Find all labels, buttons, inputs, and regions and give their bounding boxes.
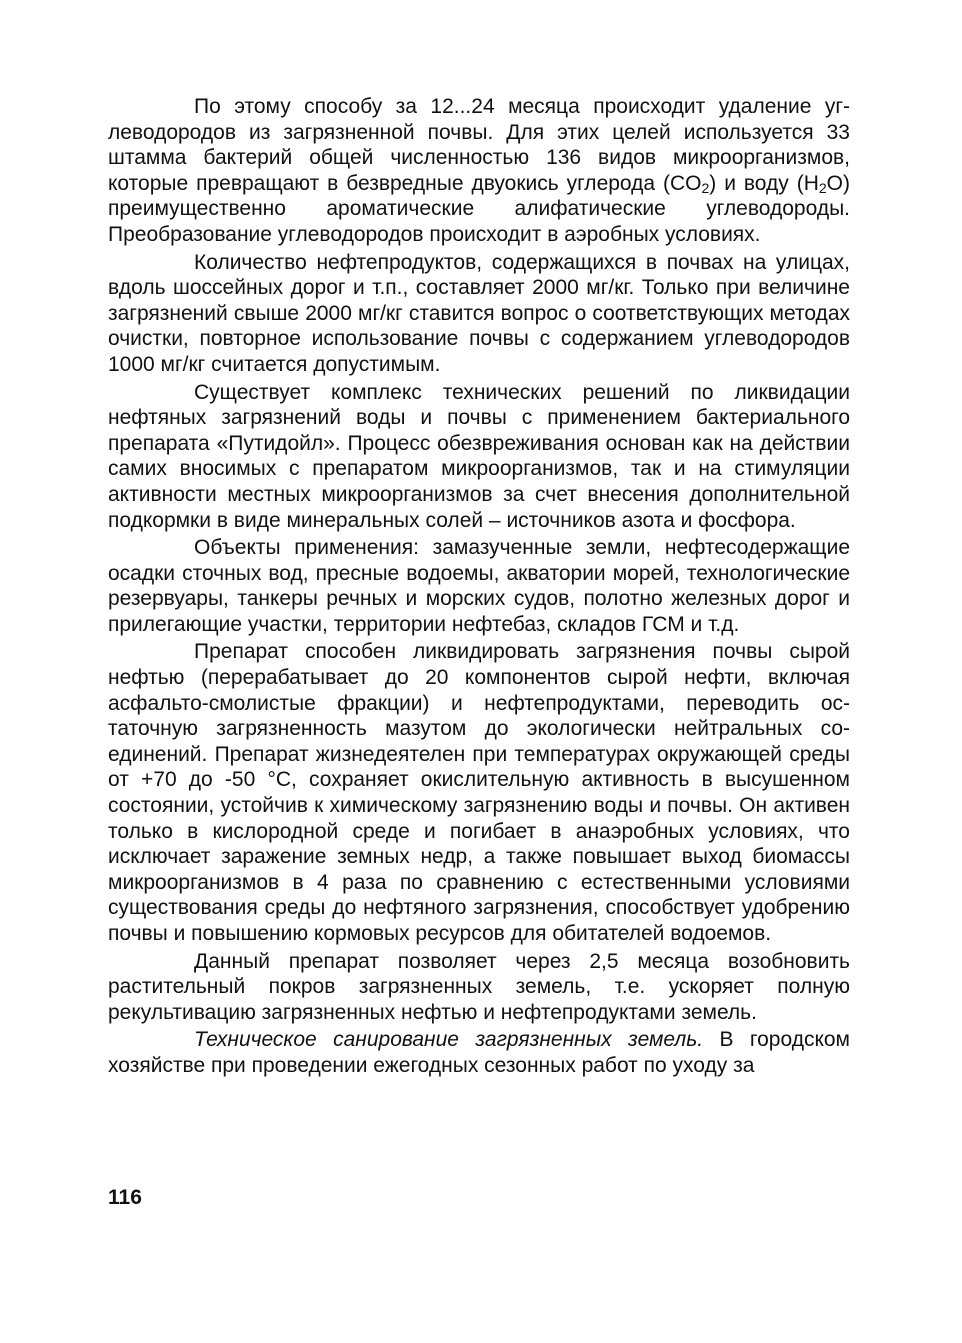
paragraph-2: Количество нефтепродуктов, содержащихся в почвах на улицах, вдоль шоссейных дорог и т.п., составляет 2000 мг/кг. Только при величине загрязнений свыше 2000 мг/кг ставится вопрос о соответствующих методах очистки, повторное использование почвы с содержанием углеводородов 1000 мг/кг считается допустимым.	[108, 250, 850, 376]
paragraph-7	[108, 1027, 850, 1078]
co2-subscript: 2	[701, 179, 710, 196]
paragraph-3: Существует комплекс технических решений по ликвидации нефтяных загрязнений воды и почвы с применением бактериального препарата «Путидойл». Процесс обезвреживания основан как на действии самих вносимых с препаратом микроорганизмов, так и на стимуляции активности местных микроорганизмов за счет внесения дополнительной подкормки в виде минеральных солей – источников азота и фосфора.	[108, 380, 850, 532]
paragraph-4: Объекты применения: замазученные земли, нефтесодержащие осадки сточных вод, пресные водоемы, акватории морей, технологические резервуары, танкеры речных и морских судов, полотно железных дорог и прилегающие участки, территории нефтебаз, складов ГСМ и т.д.	[108, 536, 850, 636]
paragraph-1-text-c: O) преимущественно ароматические алифатические углеводороды. Преобразование углеводородов происходит в аэробных условиях.	[108, 171, 850, 246]
paragraph-1-text-b: ) и воду (H	[709, 171, 819, 195]
page-body	[108, 94, 850, 1079]
page-number: 116	[108, 1186, 142, 1209]
paragraph-5: Препарат способен ликвидировать загрязнения почвы сырой нефтью (перерабатывает до 20 компонентов сырой нефти, включая асфальто-смолистые фракции) и нефтепродуктами, переводить остаточную загрязненность мазутом до экологически нейтральных соединений. Препарат жизнедеятелен при температурах окружающей среды от +70 до -50 °С, сохраняет окислительную активность в высушенном состоянии, устойчив к химическому загрязнению воды и почвы. Он активен только в кислородной среде и погибает в анаэробных условиях, что исключает заражение земных недр, а также повышает выход биомассы микроорганизмов в 4 раза по сравнению с естественными условиями существования среды до нефтяного загрязнения, способствует удобрению почвы и повышению кормовых ресурсов для обитателей водоемов.	[108, 640, 850, 945]
paragraph-1	[108, 94, 850, 248]
section-heading-italic: Техническое санирование загрязненных земель.	[194, 1028, 704, 1052]
paragraph-7-text: В городском хозяйстве при проведении ежегодных сезонных работ по уходу за	[108, 1028, 850, 1077]
paragraph-6: Данный препарат позволяет через 2,5 месяца возобновить растительный покров загрязненных земель, т.е. ускоряет полную рекультивацию загрязненных нефтью и нефтепродуктами земель.	[108, 949, 850, 1024]
paragraph-1-text-a: По этому способу за 12...24 месяца происходит удаление углеводородов из загрязненной почвы. Для этих целей используется 33 штамма бактерий общей численностью 136 видов микроорганизмов, которые превращают в безвредные двуокись углерода (CO	[108, 95, 850, 195]
h2o-subscript: 2	[818, 179, 827, 196]
